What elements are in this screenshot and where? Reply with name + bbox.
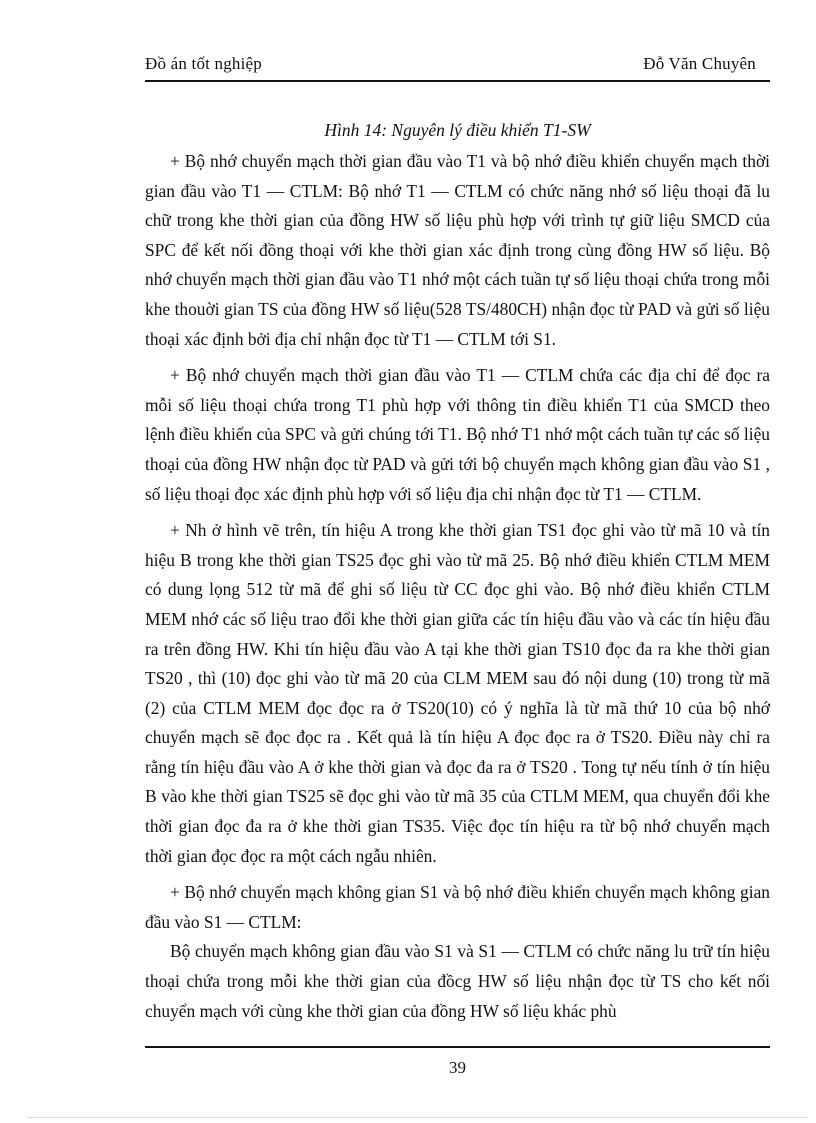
paragraph-s1-heading: + Bộ nhớ chuyển mạch không gian S1 và bộ nhớ điều khiển chuyển mạch không gian đầu vào S1 — CTLM:	[145, 882, 770, 932]
body-text	[145, 147, 770, 1026]
paragraph-example: + Nh ở hình vẽ trên, tín hiệu A trong khe thời gian TS1 đọc ghi vào từ mã 10 và tín hiệu B trong khe thời gian TS25 đọc ghi vào từ mã 25. Bộ nhớ điều khiển CTLM MEM có dung lọng 512 từ mã để ghi số liệu từ CC đọc ghi vào. Bộ nhớ điều khiển CTLM MEM nhớ các số liệu trao đổi khe thời gian giữa các tín hiệu đầu vào và các tín hiệu đầu ra trên đồng HW. Khi tín hiệu đầu vào A tại khe thời gian TS10 đọc đa ra khe thời gian TS20 , thì (10) đọc ghi vào từ mã 20 của CLM MEM sau đó nội dung (10) trong từ mã (2) của CTLM MEM đọc đọc ra ở TS20(10) có ý nghĩa là từ mã thứ 10 của bộ nhớ chuyển mạch sẽ đọc đọc ra . Kết quả là tín hiệu A đọc đọc ra ở TS20. Điều này chỉ ra rằng tín hiệu đầu vào A ở khe thời gian và đọc đa ra ở TS20 . Tong tự nếu tính ở tín hiệu B vào khe thời gian TS25 sẽ đọc ghi vào từ mã 35 của CTLM MEM, qua chuyển đổi khe thời gian đọc đa ra ở khe thời gian TS35. Việc đọc tín hiệu ra từ bộ nhớ chuyển mạch thời gian đọc đọc ra một cách ngẫu nhiên.	[145, 520, 770, 866]
paragraph-s1-description: Bộ chuyển mạch không gian đầu vào S1 và S1 — CTLM có chức năng lu trữ tín hiệu thoại chứa trong mỗi khe thời gian của đồcg HW số liệu nhận đọc từ TS cho kết nối chuyển mạch với cùng khe thời gian của đồng HW số liệu khác phù	[145, 941, 770, 1021]
bottom-dotted-divider	[28, 1117, 808, 1118]
paragraph-t1-ctlm: + Bộ nhớ chuyển mạch thời gian đầu vào T1 — CTLM chứa các địa chỉ để đọc ra mỗi số liệu thoại chứa trong T1 phù hợp với thông tin điều khiển T1 của SMCD theo lệnh điều khiển của SPC và gửi chúng tới T1. Bộ nhớ T1 nhớ một cách tuần tự các số liệu thoại của đồng HW nhận đọc từ PAD và gửi tới bộ chuyển mạch không gian đầu vào S1 , số liệu thoại đọc xác định phù hợp với số liệu địa chỉ nhận đọc từ T1 — CTLM.	[145, 365, 770, 504]
paragraph-t1-memory: + Bộ nhớ chuyển mạch thời gian đầu vào T1 và bộ nhớ điều khiển chuyển mạch thời gian đầu vào T1 — CTLM: Bộ nhớ T1 — CTLM có chức năng nhớ số liệu thoại đã lu chữ trong khe thời gian của đồng HW số liệu phù hợp với trình tự giữ liệu SMCD của SPC để kết nối đồng thoại với khe thời gian xác định trong cùng đồng HW số liệu. Bộ nhớ chuyển mạch thời gian đầu vào T1 nhớ một cách tuần tự số liệu thoại chứa trong mỗi khe thouời gian TS của đồng HW số liệu(528 TS/480CH) nhận đọc từ PAD và gửi số liệu thoại xác định bởi địa chỉ nhận đọc từ T1 — CTLM tới S1.	[145, 151, 770, 349]
header-thesis-title: Đồ án tốt nghiệp	[145, 54, 262, 73]
page-header	[145, 48, 770, 82]
page-number: 39	[449, 1058, 466, 1077]
header-author-name: Đỗ Văn Chuyên	[643, 54, 756, 73]
figure-caption: Hình 14: Nguyên lý điều khiển T1-SW	[324, 120, 591, 140]
page-footer	[145, 1046, 770, 1077]
